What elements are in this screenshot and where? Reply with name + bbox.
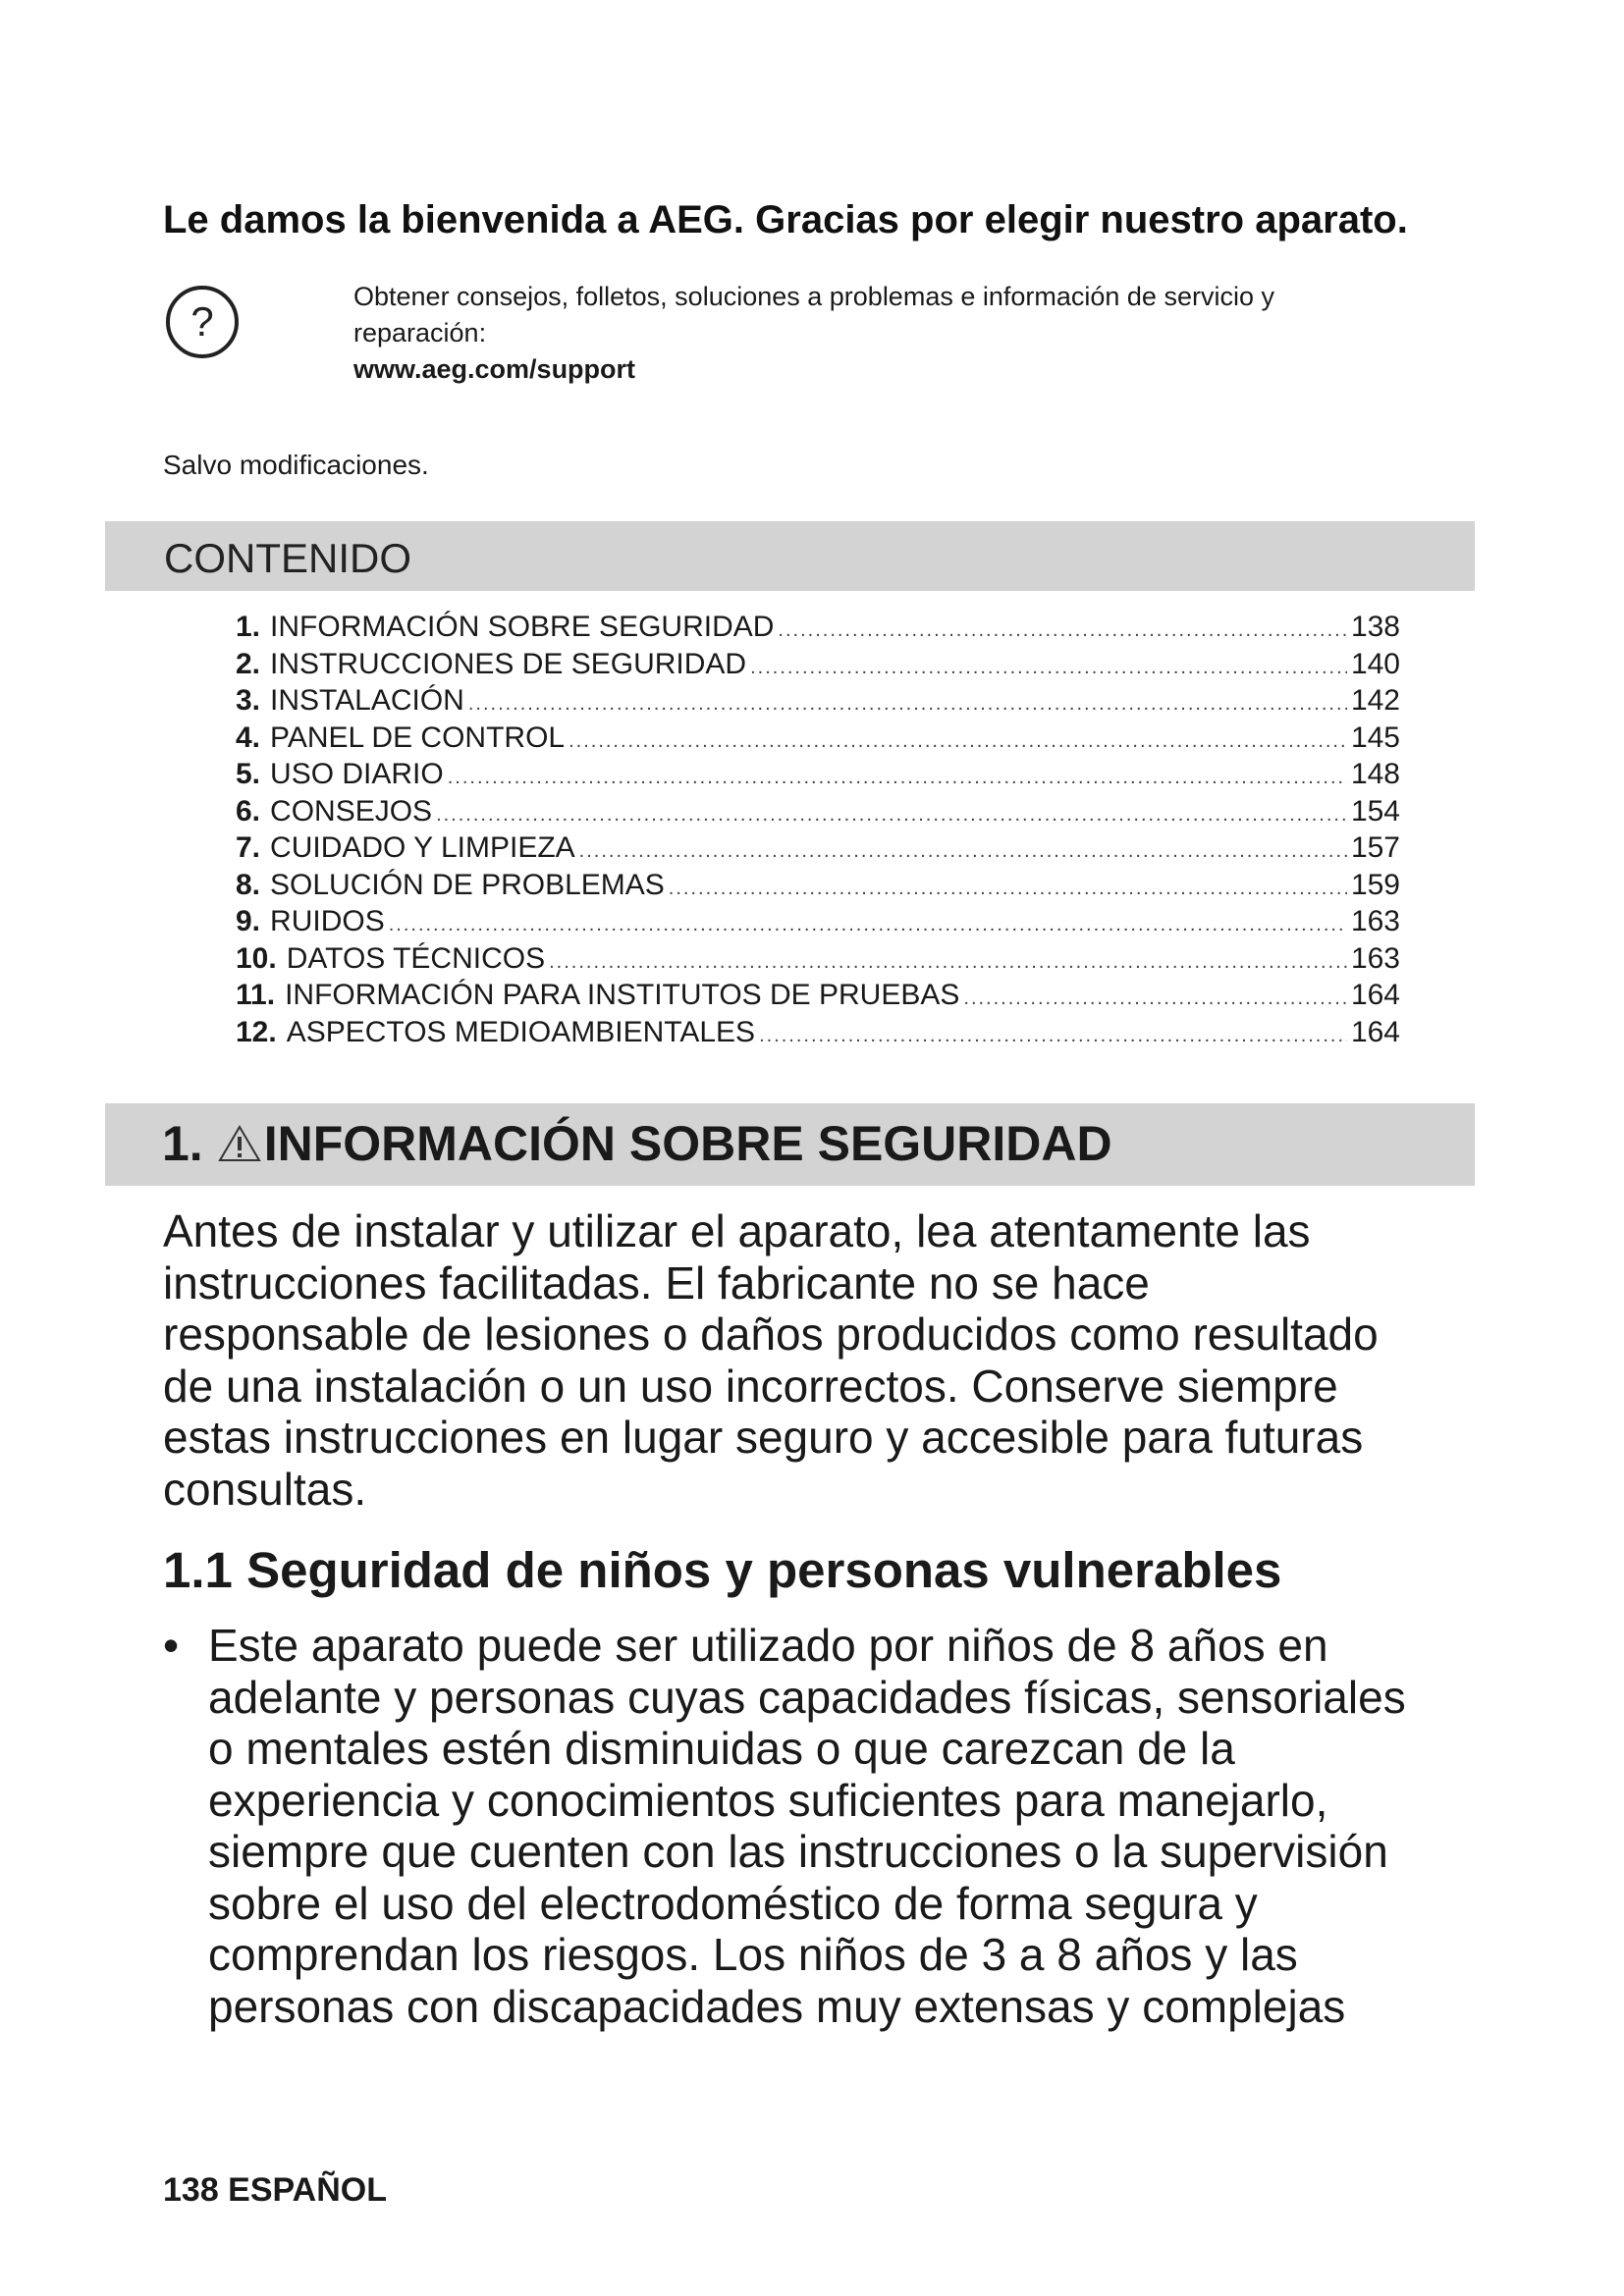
toc-item[interactable] (236, 793, 1400, 830)
bullet-line: siempre que cuenten con las instrucciones o la supervisión (208, 1826, 1388, 1877)
toc-page: 163 (1350, 941, 1400, 975)
intro-paragraph (163, 1205, 1469, 1515)
bullet-line: experiencia y conocimientos suficientes para manejarlo, (208, 1774, 1328, 1826)
intro-line: Antes de instalar y utilizar el aparato, lea atentamente las (163, 1205, 1311, 1256)
toc-title: PANEL DE CONTROL (270, 721, 566, 754)
bullet-line: sobre el uso del electrodoméstico de forma segura y (208, 1877, 1258, 1929)
toc-page: 164 (1350, 979, 1400, 1011)
toc-leader (568, 723, 1347, 761)
toc-number: 4. (236, 721, 261, 754)
support-info (353, 279, 1394, 388)
contents-title: CONTENIDO (164, 535, 411, 581)
toc-item[interactable] (236, 903, 1400, 940)
intro-line: de una instalación o un uso incorrectos. Conserve siempre (163, 1360, 1338, 1412)
toc-item[interactable] (236, 940, 1400, 978)
toc-title: INSTRUCCIONES DE SEGURIDAD (270, 647, 747, 680)
modification-notice: Salvo modificaciones. (163, 450, 429, 480)
toc-number: 12. (236, 1015, 277, 1048)
toc-leader (778, 613, 1347, 650)
toc-page: 138 (1350, 611, 1400, 643)
welcome-title: Le damos la bienvenida a AEG. Gracias por elegir nuestro aparato. (163, 198, 1408, 241)
toc-item[interactable] (236, 682, 1400, 720)
toc-page: 142 (1350, 684, 1400, 717)
toc-number: 7. (236, 831, 261, 864)
toc-page: 148 (1350, 758, 1400, 790)
bullet-line: o mentales estén disminuidas o que carezcan de la (208, 1723, 1235, 1774)
toc-page: 164 (1350, 1015, 1400, 1048)
toc-number: 10. (236, 941, 277, 975)
toc-item[interactable] (236, 720, 1400, 757)
toc-number: 6. (236, 794, 261, 828)
table-of-contents (236, 609, 1400, 1050)
toc-item[interactable] (236, 977, 1400, 1014)
toc-title: ASPECTOS MEDIOAMBIENTALES (286, 1015, 756, 1048)
section-number: 1. (162, 1116, 203, 1171)
toc-number: 1. (236, 611, 261, 643)
toc-title: USO DIARIO (270, 758, 444, 790)
subsection-title: 1.1 Seguridad de niños y personas vulnerables (163, 1542, 1282, 1598)
toc-leader (579, 833, 1347, 871)
toc-number: 2. (236, 647, 261, 680)
section-header (105, 1103, 1475, 1186)
toc-page: 140 (1350, 647, 1400, 680)
toc-item[interactable] (236, 1014, 1400, 1051)
toc-item[interactable] (236, 867, 1400, 904)
toc-leader (468, 686, 1347, 723)
toc-leader (436, 797, 1347, 834)
toc-page: 159 (1350, 868, 1400, 901)
toc-leader (389, 907, 1347, 944)
toc-leader (750, 650, 1347, 687)
warning-triangle-icon (217, 1123, 262, 1164)
toc-item[interactable] (236, 609, 1400, 646)
bullet-line: adelante y personas cuyas capacidades físicas, sensoriales (208, 1671, 1406, 1723)
toc-leader (963, 981, 1347, 1018)
toc-number: 5. (236, 758, 261, 790)
page-footer: 138 ESPAÑOL (163, 2171, 388, 2209)
contents-header (105, 521, 1475, 591)
toc-title: RUIDOS (270, 905, 385, 937)
bullet-mark: • (163, 1620, 180, 1671)
svg-text:?: ? (190, 298, 214, 345)
toc-title: SOLUCIÓN DE PROBLEMAS (270, 868, 665, 901)
toc-title: INSTALACIÓN (270, 684, 464, 717)
support-text: Obtener consejos, folletos, soluciones a problemas e información de servicio y reparación: (353, 282, 1274, 347)
toc-leader (549, 944, 1347, 982)
toc-leader (759, 1018, 1347, 1055)
toc-title: DATOS TÉCNICOS (286, 941, 546, 975)
toc-item[interactable] (236, 646, 1400, 683)
section-title (162, 1115, 1112, 1172)
bullet-item (163, 1620, 1479, 2032)
bullet-text (208, 1620, 1479, 2032)
toc-title: CUIDADO Y LIMPIEZA (270, 831, 575, 864)
toc-item[interactable] (236, 756, 1400, 793)
toc-number: 9. (236, 905, 261, 937)
intro-line: responsable de lesiones o daños producidos como resultado (163, 1308, 1379, 1360)
bullet-line: Este aparato puede ser utilizado por niños de 8 años en (208, 1620, 1328, 1671)
toc-page: 157 (1350, 831, 1400, 864)
toc-title: INFORMACIÓN SOBRE SEGURIDAD (270, 611, 775, 643)
support-url[interactable]: www.aeg.com/support (353, 354, 636, 384)
toc-number: 11. (236, 979, 276, 1011)
toc-leader (669, 871, 1347, 908)
toc-number: 8. (236, 868, 261, 901)
bullet-line: personas con discapacidades muy extensas y complejas (208, 1980, 1346, 2032)
toc-leader (448, 760, 1347, 797)
toc-page: 163 (1350, 905, 1400, 937)
toc-page: 154 (1350, 794, 1400, 828)
intro-line: consultas. (163, 1463, 367, 1515)
toc-title: INFORMACIÓN PARA INSTITUTOS DE PRUEBAS (285, 979, 960, 1011)
intro-line: estas instrucciones en lugar seguro y accesible para futuras (163, 1412, 1364, 1463)
toc-page: 145 (1350, 721, 1400, 754)
bullet-line: comprendan los riesgos. Los niños de 3 a 8 años y las (208, 1929, 1298, 1980)
toc-number: 3. (236, 684, 261, 717)
toc-item[interactable] (236, 829, 1400, 867)
intro-line: instrucciones facilitadas. El fabricante no se hace (163, 1256, 1150, 1308)
toc-title: CONSEJOS (270, 794, 433, 828)
question-circle-icon (163, 283, 242, 361)
section-title-text: INFORMACIÓN SOBRE SEGURIDAD (263, 1116, 1112, 1171)
